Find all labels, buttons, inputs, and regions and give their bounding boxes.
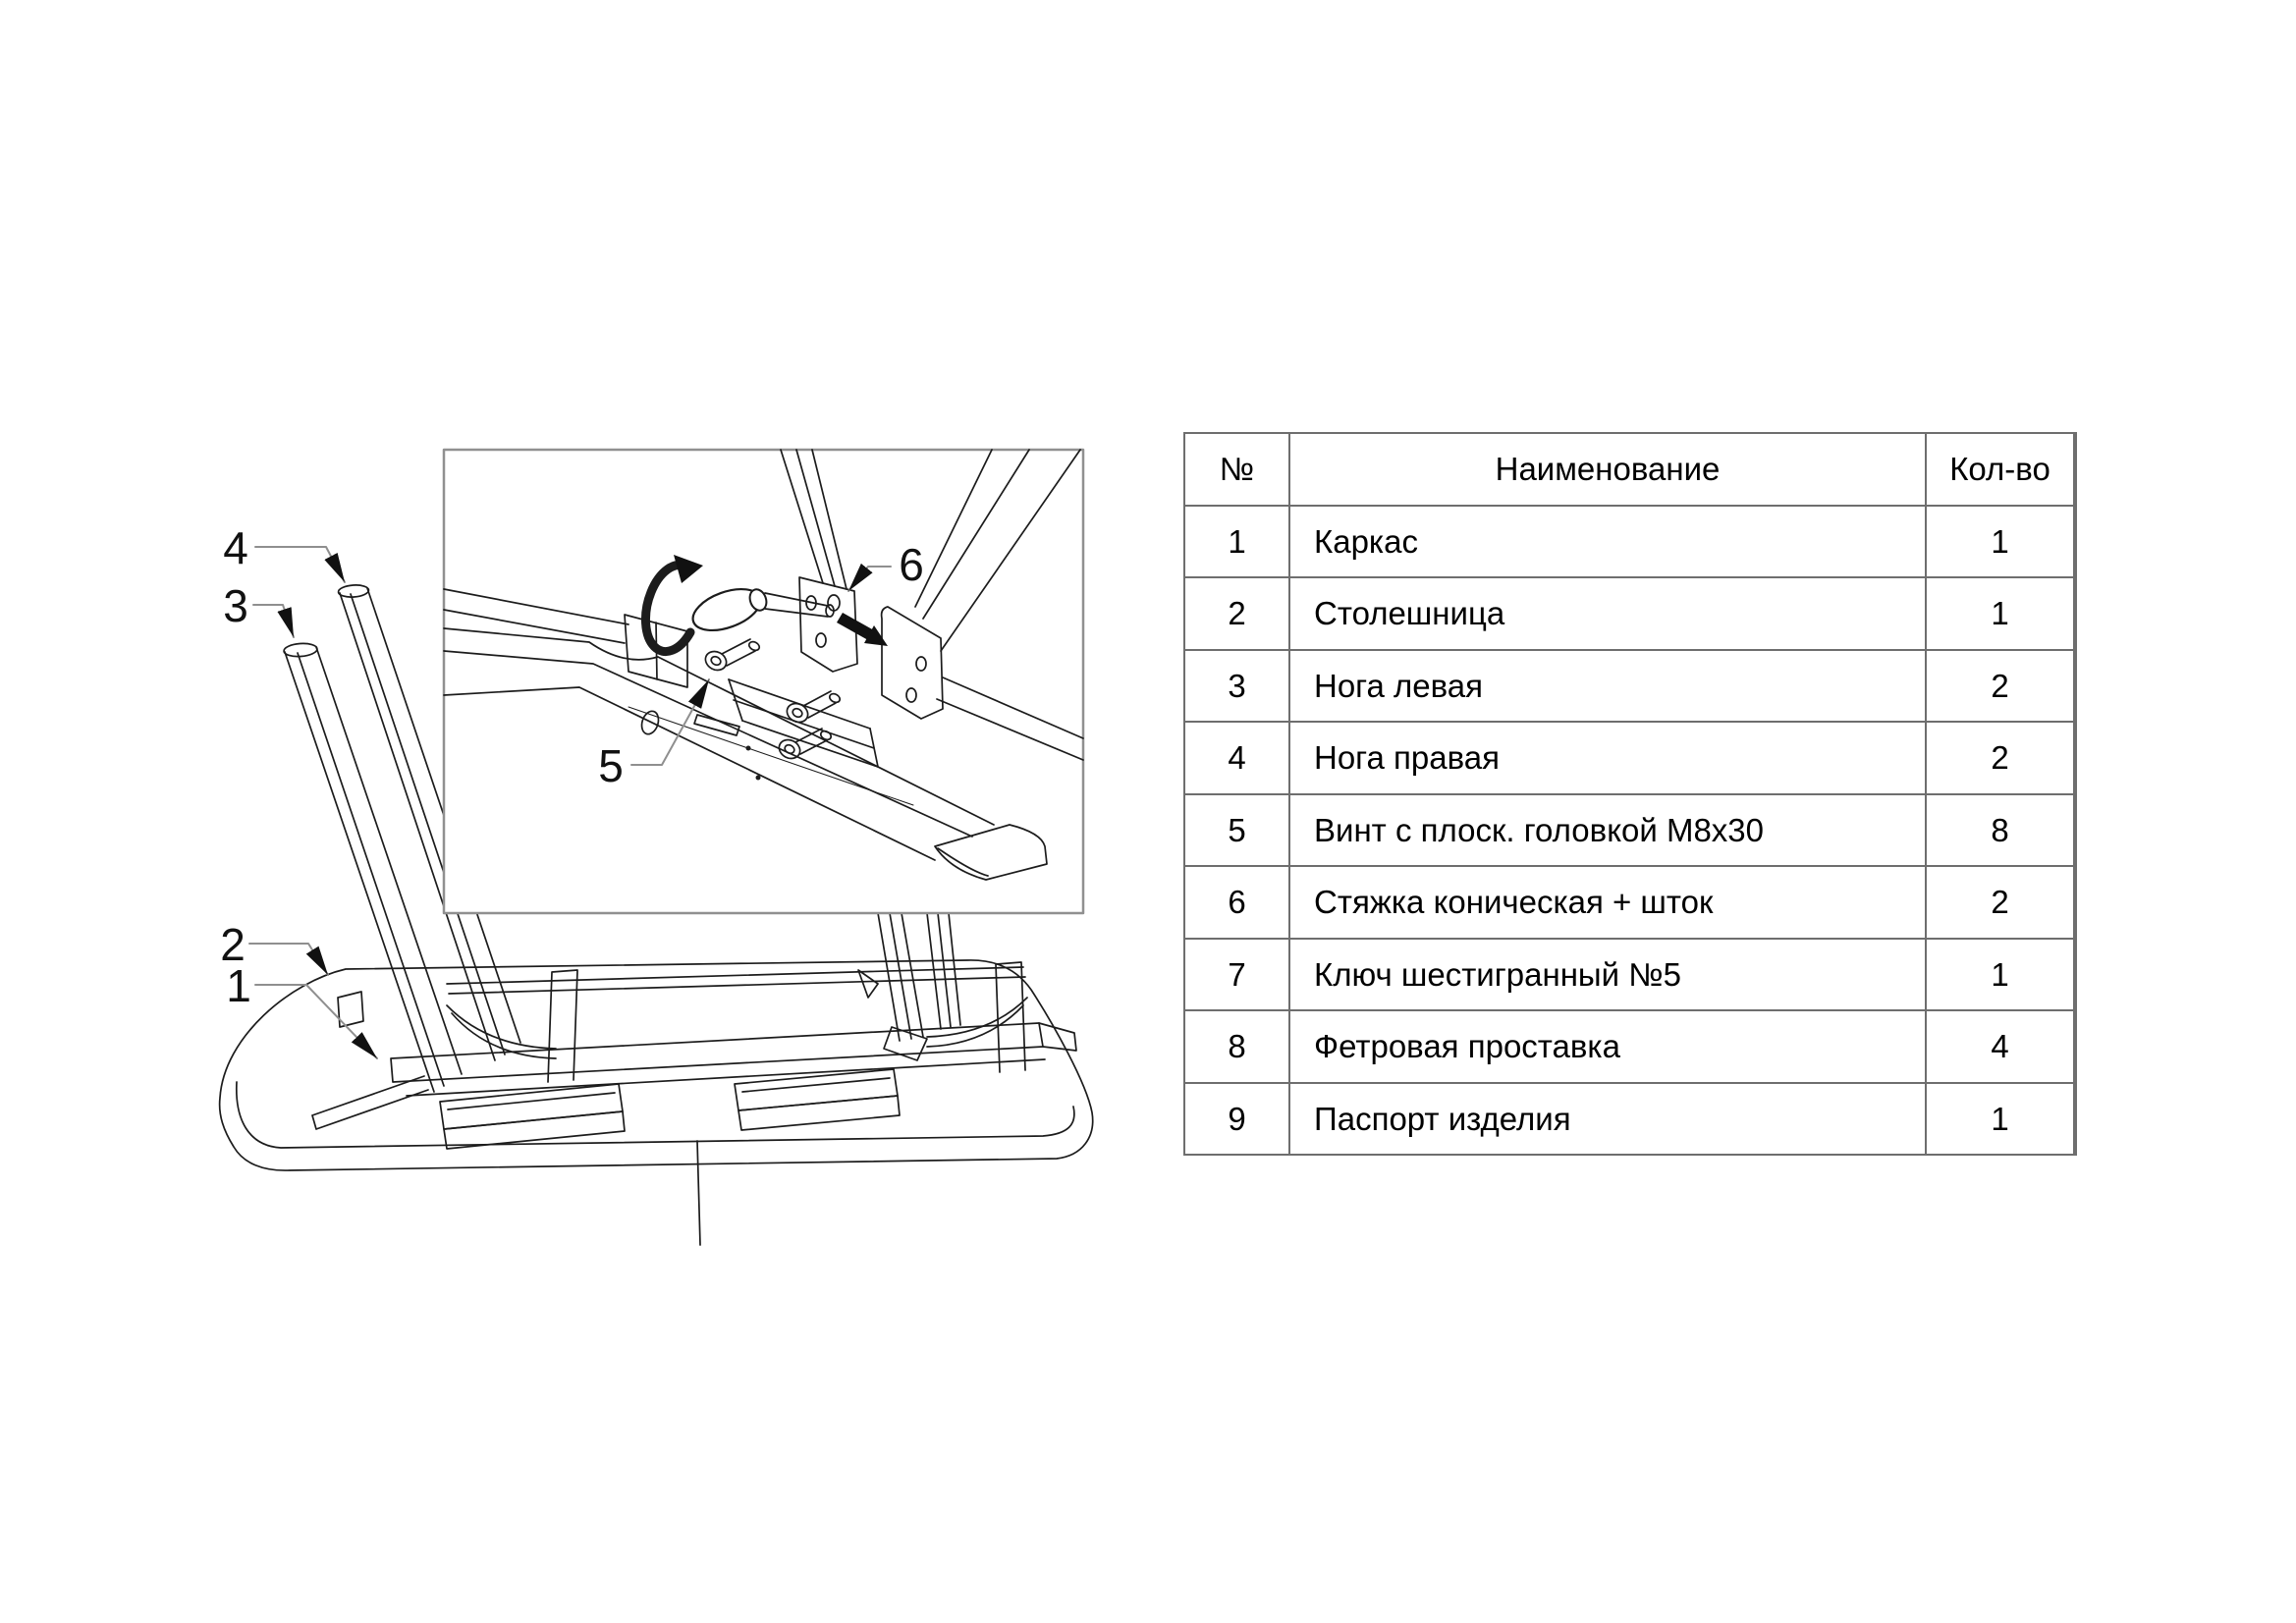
table-cell-num: 6 [1185, 867, 1288, 938]
parts-table-header-qty: Кол-во [1927, 434, 2073, 505]
table-cell-qty: 2 [1927, 867, 2073, 938]
parts-table-header-name: Наименование [1290, 434, 1925, 505]
parts-table [1183, 432, 2077, 1156]
table-cell-num: 9 [1185, 1084, 1288, 1155]
table-cell-name: Нога левая [1290, 651, 1925, 722]
inset-detail-box [444, 450, 1083, 913]
callout-2: 2 [220, 919, 246, 970]
table-cell-qty: 4 [1927, 1011, 2073, 1082]
callout-1: 1 [226, 960, 251, 1011]
table-cell-name: Стяжка коническая + шток [1290, 867, 1925, 938]
table-cell-num: 5 [1185, 795, 1288, 866]
table-cell-name: Столешница [1290, 578, 1925, 649]
table-cell-num: 3 [1185, 651, 1288, 722]
callout-5: 5 [598, 740, 624, 791]
table-cell-num: 1 [1185, 507, 1288, 577]
callout-4: 4 [223, 522, 248, 573]
table-cell-qty: 2 [1927, 651, 2073, 722]
table-cell-num: 4 [1185, 723, 1288, 793]
table-cell-num: 2 [1185, 578, 1288, 649]
table-cell-num: 8 [1185, 1011, 1288, 1082]
table-cell-name: Фетровая проставка [1290, 1011, 1925, 1082]
table-cell-name: Каркас [1290, 507, 1925, 577]
table-cell-qty: 1 [1927, 940, 2073, 1010]
table-cell-qty: 8 [1927, 795, 2073, 866]
table-cell-qty: 1 [1927, 578, 2073, 649]
table-cell-name: Ключ шестигранный №5 [1290, 940, 1925, 1010]
callout-6: 6 [899, 539, 924, 590]
table-cell-name: Винт с плоск. головкой M8x30 [1290, 795, 1925, 866]
table-cell-name: Нога правая [1290, 723, 1925, 793]
parts-table-header-num: № [1185, 434, 1288, 505]
table-cell-qty: 1 [1927, 507, 2073, 577]
table-cell-num: 7 [1185, 940, 1288, 1010]
table-cell-qty: 2 [1927, 723, 2073, 793]
callout-3: 3 [223, 580, 248, 631]
table-cell-name: Паспорт изделия [1290, 1084, 1925, 1155]
table-cell-qty: 1 [1927, 1084, 2073, 1155]
